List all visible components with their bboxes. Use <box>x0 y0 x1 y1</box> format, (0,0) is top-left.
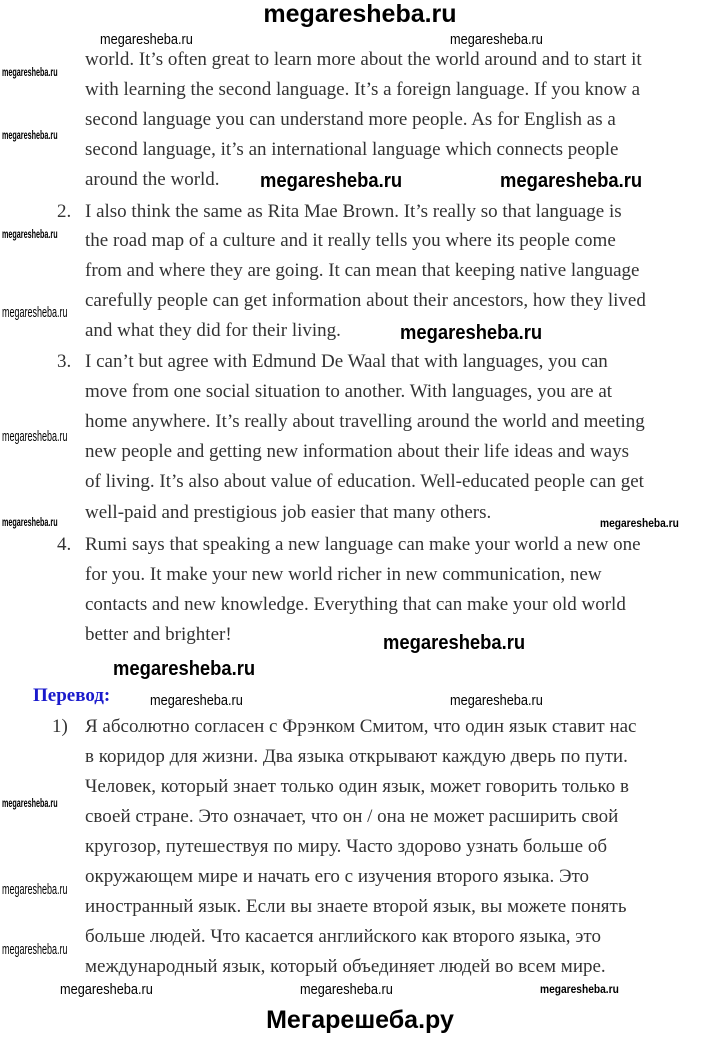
text-line: for you. It make your new world richer in new communication, new <box>85 564 602 585</box>
text-line: окружающем мире и начать его с изучения второго языка. Это <box>85 866 590 887</box>
text-line: Человек, который знает только один язык, может говорить только в <box>85 776 629 797</box>
text-line: from and where they are going. It can mean that keeping native language <box>85 260 640 281</box>
text-line: Я абсолютно согласен с Фрэнком Смитом, что один язык ставит нас <box>85 716 637 737</box>
watermark: megaresheba.ru <box>450 31 543 48</box>
text-line: of living. It’s also about value of education. Well-educated people can get <box>85 471 644 492</box>
watermark: megaresheba.ru <box>260 170 403 192</box>
text-line: better and brighter! <box>85 624 232 645</box>
text-line: contacts and new knowledge. Everything that can make your old world <box>85 594 626 615</box>
text-line: second language you can understand more people. As for English as a <box>85 109 616 130</box>
watermark: megaresheba.ru <box>60 981 153 998</box>
item-number: 1) <box>52 716 68 737</box>
text-line: with learning the second language. It’s a foreign language. If you know a <box>85 79 641 100</box>
watermark: megaresheba.ru <box>2 881 68 898</box>
watermark: megaresheba.ru <box>2 128 58 142</box>
item-number: 4. <box>57 534 72 555</box>
text-line: I also think the same as Rita Mae Brown. It’s really so that language is <box>85 201 622 222</box>
item-number: 3. <box>57 351 72 372</box>
watermark: megaresheba.ru <box>540 982 619 996</box>
text-line: the road map of a culture and it really tells you where its people come <box>85 230 616 251</box>
text-line: and what they did for their living. <box>85 320 341 341</box>
site-footer: Мегарешеба.ру <box>266 1006 454 1034</box>
watermark: megaresheba.ru <box>2 65 58 79</box>
watermark: megaresheba.ru <box>2 515 58 529</box>
text-line: больше людей. Что касается английского как второго языка, это <box>85 926 601 947</box>
text-line: в коридор для жизни. Два языка открывают каждую дверь по пути. <box>85 746 628 767</box>
watermark: megaresheba.ru <box>600 516 679 530</box>
watermark: megaresheba.ru <box>500 170 643 192</box>
text-line: carefully people can get information about their ancestors, how they lived <box>85 290 646 311</box>
text-line: well-paid and prestigious job easier that many others. <box>85 502 492 523</box>
watermark: megaresheba.ru <box>2 304 68 321</box>
watermark: megaresheba.ru <box>2 796 58 810</box>
watermark: megaresheba.ru <box>2 428 68 445</box>
text-line: new people and getting new information about their life ideas and ways <box>85 441 629 462</box>
text-line: своей стране. Это означает, что он / она не может расширить свой <box>85 806 619 827</box>
text-line: second language, it’s an international language which connects people <box>85 139 619 160</box>
item-number: 2. <box>57 201 72 222</box>
watermark: megaresheba.ru <box>400 322 543 344</box>
text-line: международный язык, который объединяет людей во всем мире. <box>85 956 606 977</box>
text-line: world. It’s often great to learn more about the world around and to start it <box>85 49 642 70</box>
watermark: megaresheba.ru <box>100 31 193 48</box>
site-header: megaresheba.ru <box>263 0 457 28</box>
text-line: кругозор, путешествуя по миру. Часто здорово узнать больше об <box>85 836 607 857</box>
text-line: home anywhere. It’s really about travelling around the world and meeting <box>85 411 645 432</box>
watermark: megaresheba.ru <box>2 941 68 958</box>
watermark: megaresheba.ru <box>450 692 543 709</box>
watermark: megaresheba.ru <box>383 632 526 654</box>
translation-heading: Перевод: <box>33 685 111 706</box>
text-line: move from one social situation to another. With languages, you are at <box>85 381 613 402</box>
text-line: Rumi says that speaking a new language can make your world a new one <box>85 534 641 555</box>
text-line: I can’t but agree with Edmund De Waal that with languages, you can <box>85 351 608 372</box>
text-line: around the world. <box>85 169 220 190</box>
watermark: megaresheba.ru <box>2 227 58 241</box>
watermark: megaresheba.ru <box>300 981 393 998</box>
text-line: иностранный язык. Если вы знаете второй язык, вы можете понять <box>85 896 627 917</box>
watermark: megaresheba.ru <box>150 692 243 709</box>
watermark: megaresheba.ru <box>113 658 256 680</box>
